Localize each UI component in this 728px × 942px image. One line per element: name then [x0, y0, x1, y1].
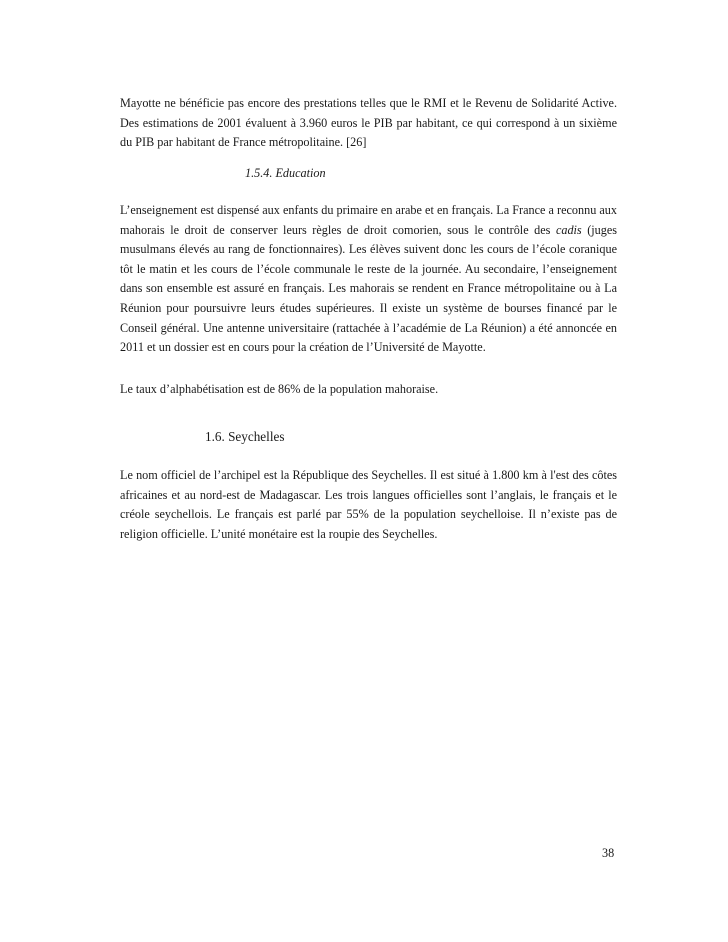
term-cadis: cadis — [555, 222, 582, 237]
paragraph-education — [120, 201, 617, 358]
section-heading-education: 1.5.4. Education — [245, 166, 326, 180]
paragraph-literacy: Le taux d’alphabétisation est de 86% de la population mahoraise. — [120, 382, 439, 396]
paragraph-education-part2: (juges musulmans élevés au rang de fonctionnaires). Les élèves suivent donc les cours de l’école coranique tôt le matin et les cours de l’école communale le reste de la journée. Au secondaire, l’enseignement dans son ensemble est assuré en français. Les mahorais se rendent en France métropolitaine ou à La Réunion pour poursuivre leurs études supérieures. Il existe un système de bourses financé par le Conseil général. Une antenne universitaire (rattachée à l’académie de La Réunion) a été annoncée en 2011 et un dossier est en cours pour la création de l’Université de Mayotte. — [120, 222, 617, 355]
paragraph-mayotte-revenue: Mayotte ne bénéficie pas encore des prestations telles que le RMI et le Revenu de Solidarité Active. Des estimations de 2001 évaluent à 3.960 euros le PIB par habitant, ce qui correspond à un sixième du PIB par habitant de France métropolitaine. [26] — [120, 96, 617, 150]
section-heading-seychelles: 1.6. Seychelles — [205, 429, 285, 444]
paragraph-education-part1: L’enseignement est dispensé aux enfants du primaire en arabe et en français. La France a reconnu aux mahorais le droit de conserver leurs règles de droit comorien, sous le contrôle des — [120, 203, 617, 237]
page-number: 38 — [602, 846, 615, 860]
paragraph-seychelles: Le nom officiel de l’archipel est la République des Seychelles. Il est situé à 1.800 km à l'est des côtes africaines et au nord-est de Madagascar. Les trois langues officielles sont l’anglais, le français et le créole seychellois. Le français est parlé par 55% de la population seychelloise. Il n’existe pas de religion officielle. L’unité monétaire est la roupie des Seychelles. — [120, 468, 617, 541]
